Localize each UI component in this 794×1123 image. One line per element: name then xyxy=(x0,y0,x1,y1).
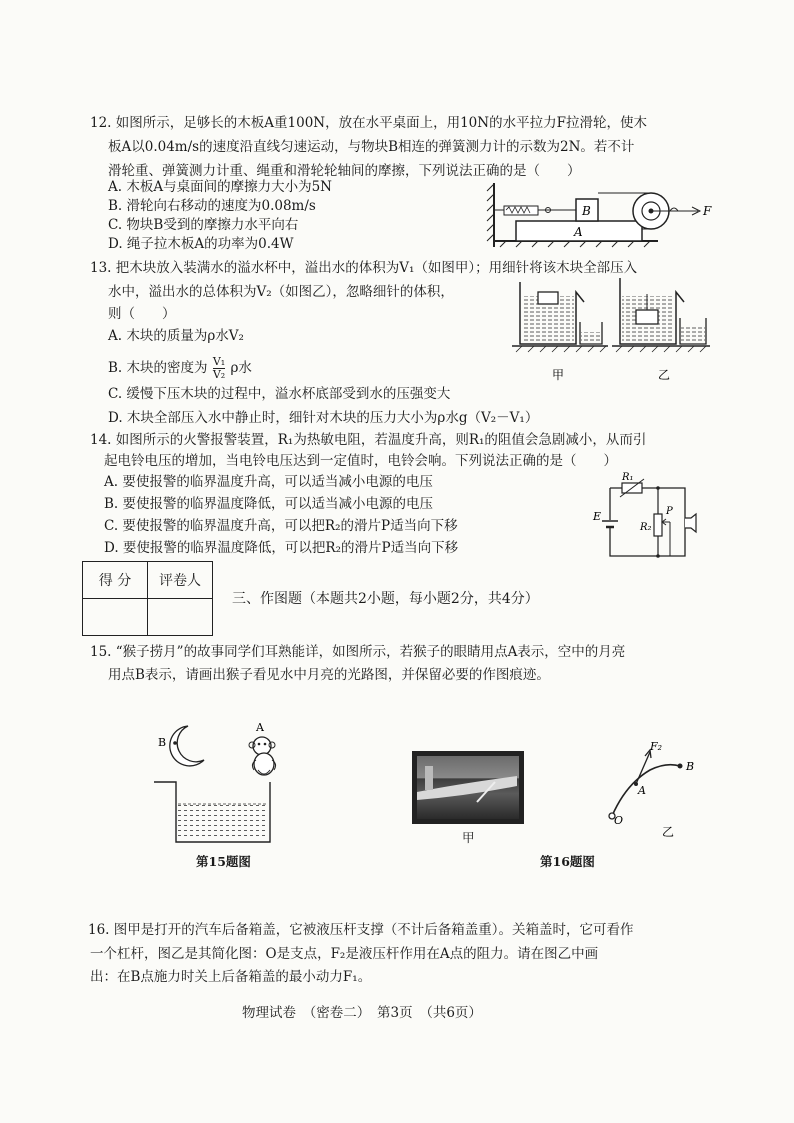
q13-option-b xyxy=(108,356,252,381)
q14-circuit-figure xyxy=(590,470,710,570)
q14-option-c: C. 要使报警的临界温度升高，可以把R₂的滑片P适当向下移 xyxy=(104,518,458,534)
q13-option-d: D. 木块全部压入水中静止时，细针对木块的压力大小为ρ水g（V₂－V₁） xyxy=(108,410,539,426)
car-trunk-icon xyxy=(417,756,519,819)
q13-line1: 13. 把木块放入装满水的溢水杯中，溢出水的体积为V₁（如图甲）；用细针将该木块全部压入 xyxy=(90,260,638,276)
q16-label-a: A xyxy=(638,784,646,797)
grader-header: 评卷人 xyxy=(148,562,213,599)
q13-frac-num: V₁ xyxy=(212,355,226,368)
q13-overflow-cup-figure xyxy=(512,274,712,384)
q15-line1: 15. “猴子捞月”的故事同学们耳熟能详，如图所示，若猴子的眼睛用点A表示，空中的月亮 xyxy=(90,644,626,660)
q16-label-jia: 甲 xyxy=(462,830,475,845)
q13-option-a: A. 木块的质量为ρ水V₂ xyxy=(108,328,244,344)
q15-label-a: A xyxy=(256,721,264,734)
grader-cell[interactable] xyxy=(148,599,213,636)
q12-option-d: D. 绳子拉木板A的功率为0.4W xyxy=(108,236,294,252)
q12-line3: 滑轮重、弹簧测力计重、绳重和滑轮轮轴间的摩擦，下列说法正确的是（ ） xyxy=(108,163,581,179)
q14-option-d: D. 要使报警的临界温度降低，可以把R₂的滑片P适当向下移 xyxy=(104,540,459,556)
q13-label-yi: 乙 xyxy=(658,368,671,382)
q14-label-r1: R₁ xyxy=(622,472,634,483)
q16-car-trunk-photo xyxy=(412,751,524,824)
q13-option-b-fraction xyxy=(213,356,225,381)
q12-option-a: A. 木板A与桌面间的摩擦力大小为5N xyxy=(108,179,332,195)
q12-line1: 12. 如图所示，足够长的木板A重100N，放在水平桌面上，用10N的水平拉力F拉滑轮，使木 xyxy=(90,115,647,131)
q13-label-jia: 甲 xyxy=(552,368,565,382)
q16-line1: 16. 图甲是打开的汽车后备箱盖，它被液压杆支撑（不计后备箱盖重）。关箱盖时，它可看作 xyxy=(88,922,634,938)
q14-option-a: A. 要使报警的临界温度升高，可以适当减小电源的电压 xyxy=(104,474,433,490)
q13-line2: 水中，溢出水的总体积为V₂（如图乙），忽略细针的体积， xyxy=(108,284,454,300)
q15-line2: 用点B表示，请画出猴子看见水中月亮的光路图，并保留必要的作图痕迹。 xyxy=(108,667,550,683)
section-3-title: 三、作图题（本题共2小题，每小题2分，共4分） xyxy=(232,591,539,607)
q13-line3: 则（ ） xyxy=(108,306,176,322)
q13-option-b-text: B. 木块的密度为 xyxy=(108,360,208,376)
q12-option-c: C. 物块B受到的摩擦力水平向右 xyxy=(108,217,299,233)
q12-line2: 板A以0.04m/s的速度沿直线匀速运动，与物块B相连的弹簧测力计的示数为2N。若不计 xyxy=(108,139,635,155)
moon-icon xyxy=(170,726,204,766)
q14-line1: 14. 如图所示的火警报警装置，R₁为热敏电阻，若温度升高，则R₁的阻值会急剧减小，从而引 xyxy=(90,432,647,448)
score-header: 得 分 xyxy=(83,562,148,599)
score-cell[interactable] xyxy=(83,599,148,636)
q16-label-b: B xyxy=(686,760,695,773)
page-footer: 物理试卷 （密卷二） 第3页 （共6页） xyxy=(242,1005,482,1021)
q15-label-b: B xyxy=(158,736,167,749)
q13-option-c: C. 缓慢下压木块的过程中，溢水杯底部受到水的压强变大 xyxy=(108,386,451,402)
q16-label-f2: F₂ xyxy=(650,740,663,753)
q14-label-e: E xyxy=(593,510,602,523)
q16-line2: 一个杠杆，图乙是其简化图：O是支点，F₂是液压杆作用在A点的阻力。请在图乙中画 xyxy=(90,946,599,962)
score-box xyxy=(82,561,213,636)
q14-line2: 起电铃电压的增加，当电铃电压达到一定值时，电铃会响。下列说法正确的是（ ） xyxy=(104,453,617,469)
q16-lever-diagram xyxy=(598,736,708,844)
q15-caption: 第15题图 xyxy=(196,854,251,869)
q14-label-r2: R₂ xyxy=(640,522,652,533)
q12-option-b: B. 滑轮向右移动的速度为0.08m/s xyxy=(108,198,316,214)
q15-monkey-moon-figure xyxy=(148,718,288,846)
q12-label-a: A xyxy=(574,225,583,239)
q13-frac-den: V₂ xyxy=(212,368,226,381)
q13-option-b-tail: ρ水 xyxy=(230,360,252,376)
q16-label-o: O xyxy=(614,814,624,827)
q12-label-b: B xyxy=(582,204,591,218)
q12-pulley-figure xyxy=(486,175,726,253)
q16-label-yi: 乙 xyxy=(662,825,675,839)
q16-caption: 第16题图 xyxy=(540,854,595,869)
monkey-icon xyxy=(249,737,276,775)
q14-label-p: P xyxy=(666,506,673,517)
q12-label-f: F xyxy=(703,204,712,218)
q16-line3: 出：在B点施力时关上后备箱盖的最小动力F₁。 xyxy=(90,969,372,985)
q14-option-b: B. 要使报警的临界温度降低，可以适当减小电源的电压 xyxy=(104,496,434,512)
